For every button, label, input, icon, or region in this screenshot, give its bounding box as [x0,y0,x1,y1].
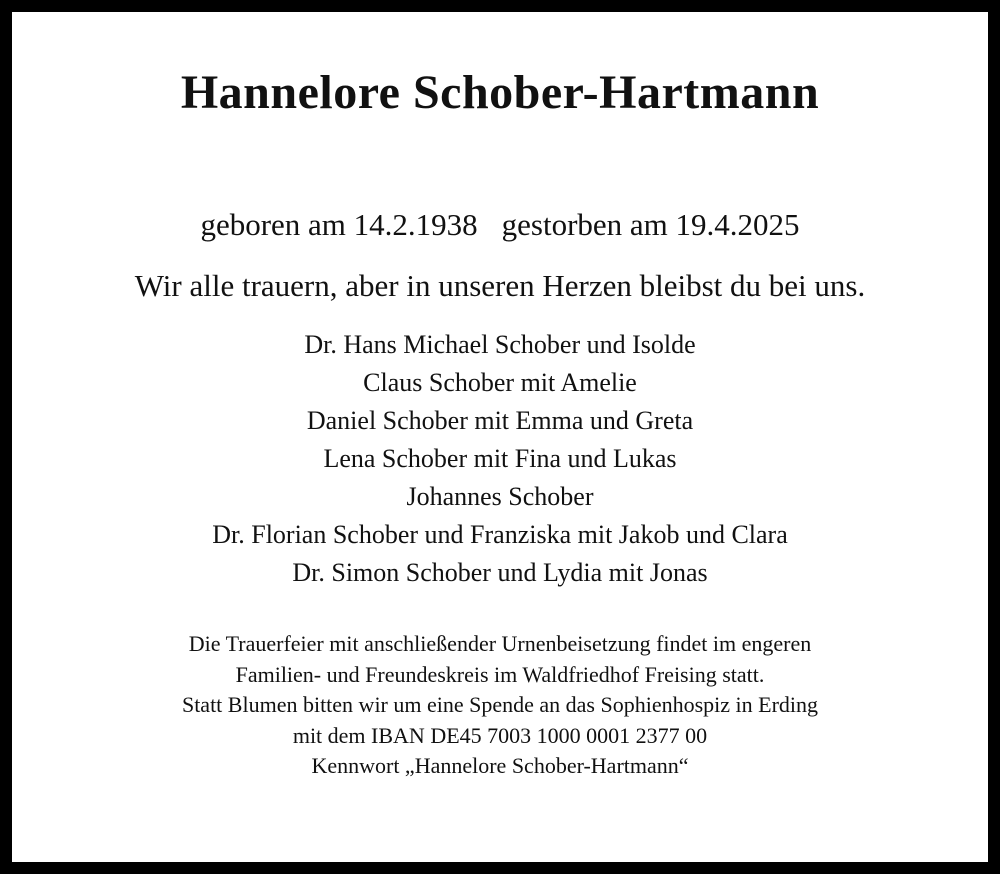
mourner-entry: Dr. Hans Michael Schober und Isolde [304,330,696,359]
mourner-entry: Daniel Schober mit Emma und Greta [306,406,694,435]
funeral-details-line: Familien- und Freundeskreis im Waldfriedhof Freising statt. [235,661,765,687]
mourner-entry: Claus Schober mit Amelie [363,368,637,397]
mourner-entry: Dr. Florian Schober und Franziska mit Jakob und Clara [212,520,788,549]
mourner-entry: Lena Schober mit Fina und Lukas [323,444,677,473]
keyword-line: Kennwort „Hannelore Schober-Hartmann“ [311,753,689,778]
birth-date: geboren am 14.2.1938 [200,207,478,242]
memorial-quote: Wir alle trauern, aber in unseren Herzen bleibst du bei uns. [134,268,866,303]
mourner-entry: Dr. Simon Schober und Lydia mit Jonas [292,558,708,587]
funeral-details [12,629,988,782]
donation-line: Statt Blumen bitten wir um eine Spende an das Sophienhospiz in Erding [181,692,819,717]
death-date: gestorben am 19.4.2025 [501,207,800,242]
mourner-entry: Johannes Schober [406,482,594,511]
deceased-name: Hannelore Schober-Hartmann [180,66,820,119]
mourners-list [12,326,988,592]
iban-line: mit dem IBAN DE45 7003 1000 0001 2377 00 [292,722,708,748]
funeral-details-line: Die Trauerfeier mit anschließender Urnenbeisetzung findet im engeren [188,631,812,656]
life-dates [12,206,988,243]
